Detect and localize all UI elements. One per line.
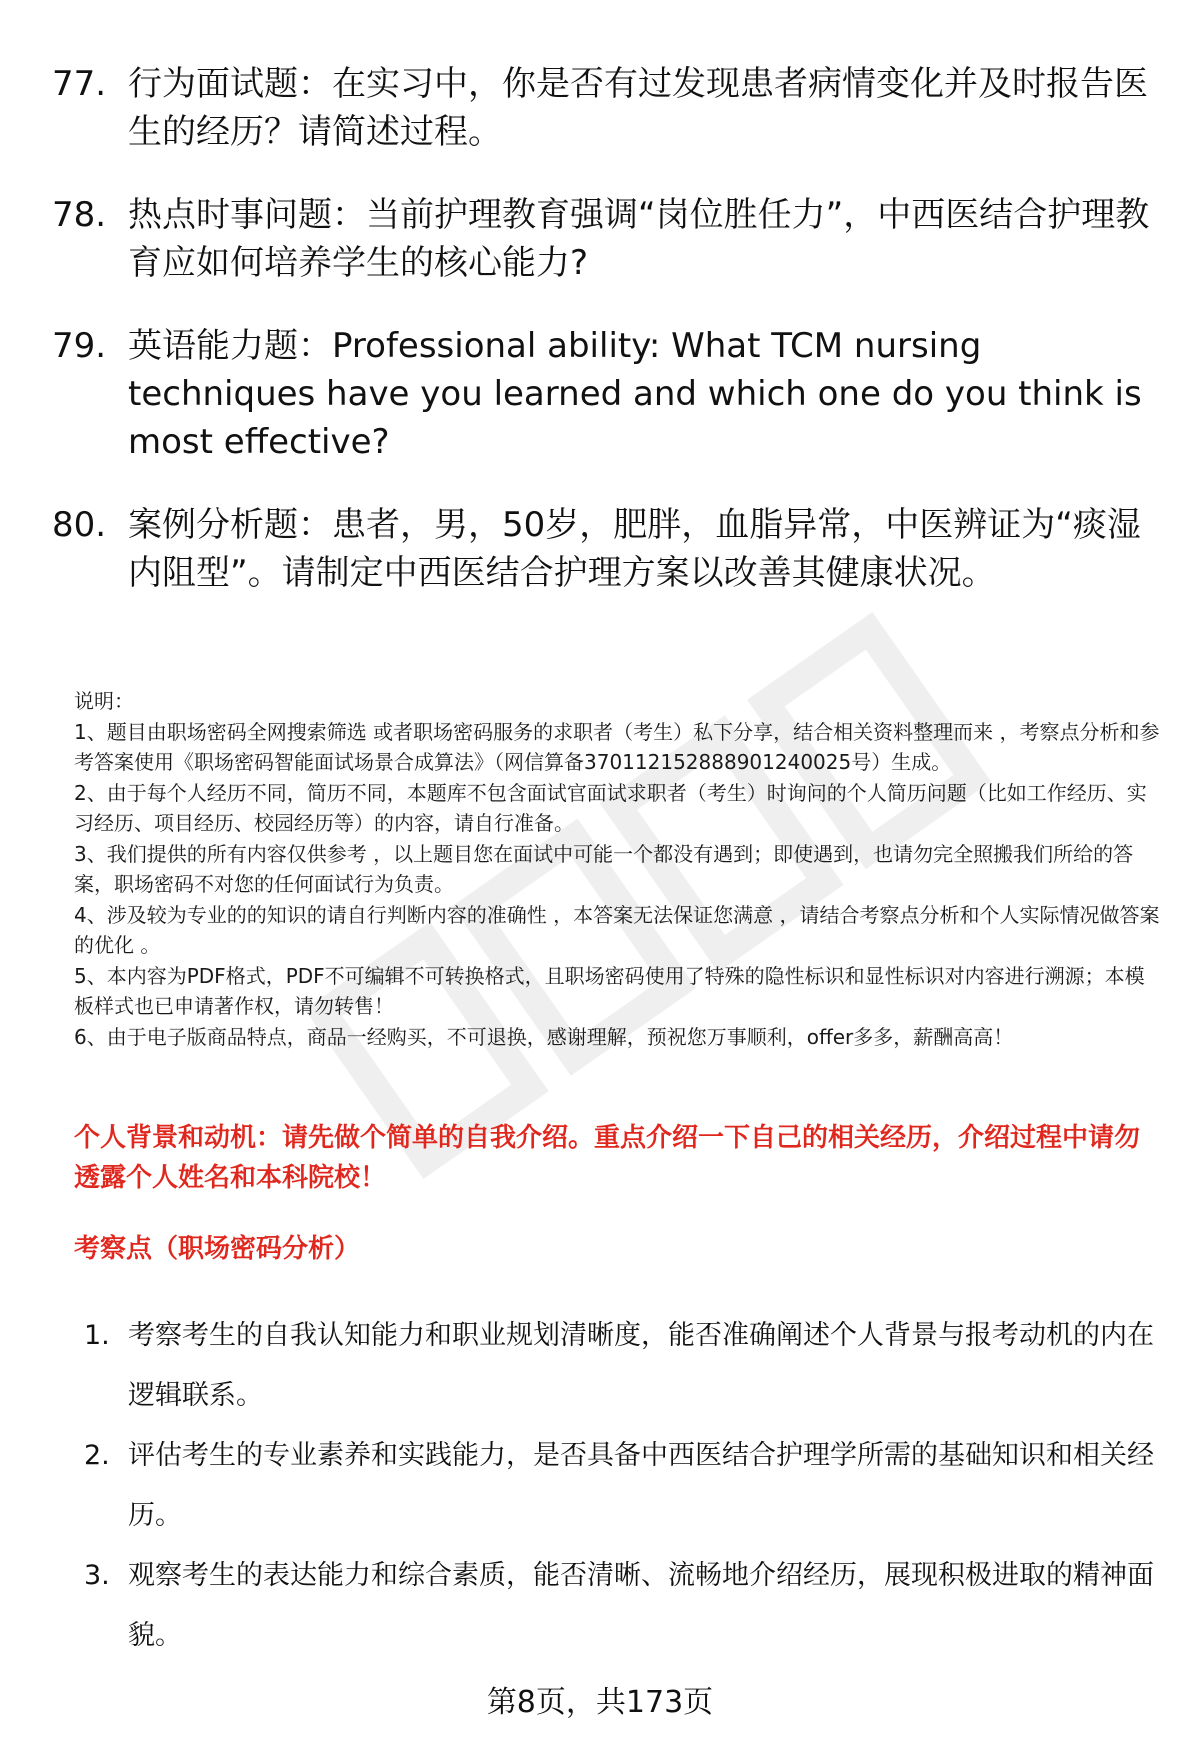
- question-text: 行为面试题：在实习中，你是否有过发现患者病情变化并及时报告医生的经历？请简述过程。: [128, 64, 1148, 152]
- points-title: 考察点（职场密码分析）: [74, 1234, 361, 1264]
- point-item: [84, 1546, 1164, 1666]
- point-number: 1.: [84, 1320, 110, 1351]
- notes-heading: 说明：: [74, 689, 134, 713]
- note-item: 3、我们提供的所有内容仅供参考 ，以上题目您在面试中可能一个都没有遇到；即使遇到，也请勿完全照搬我们所给的答案，职场密码不对您的任何面试行为负责。: [74, 841, 1134, 896]
- point-number: 3.: [84, 1560, 110, 1591]
- question-item: [52, 60, 1162, 156]
- question-list: [52, 60, 1162, 632]
- question-number: 78.: [52, 195, 107, 235]
- point-text: 评估考生的专业素养和实践能力，是否具备中西医结合护理学所需的基础知识和相关经历。: [128, 1440, 1154, 1531]
- question-item: [52, 191, 1162, 287]
- points-list: [84, 1306, 1164, 1666]
- section-title: 个人背景和动机：请先做个简单的自我介绍。重点介绍一下自己的相关经历，介绍过程中请勿透露个人姓名和本科院校！: [74, 1123, 1141, 1193]
- question-text: 英语能力题：Professional ability: What TCM nursing techniques have you learned and which one do you think is most effective?: [128, 326, 1142, 462]
- question-number: 80.: [52, 505, 107, 545]
- notes-block: [74, 686, 1164, 1052]
- page-number: 第8页，共173页: [486, 1685, 714, 1720]
- question-number: 79.: [52, 326, 107, 366]
- question-item: [52, 322, 1162, 466]
- point-number: 2.: [84, 1440, 110, 1471]
- question-item: [52, 501, 1162, 597]
- point-item: [84, 1426, 1164, 1546]
- note-item: 6、由于电子版商品特点，商品一经购买，不可退换，感谢理解，预祝您万事顺利，offer多多，薪酬高高！: [74, 1024, 1014, 1049]
- question-text: 案例分析题：患者，男，50岁，肥胖，血脂异常，中医辨证为“痰湿内阻型”。请制定中西医结合护理方案以改善其健康状况。: [128, 505, 1141, 593]
- note-item: 5、本内容为PDF格式，PDF不可编辑不可转换格式，且职场密码使用了特殊的隐性标识和显性标识对内容进行溯源；本模板样式也已申请著作权，请勿转售！: [74, 963, 1145, 1018]
- point-item: [84, 1306, 1164, 1426]
- question-number: 77.: [52, 64, 107, 104]
- note-item: 1、题目由职场密码全网搜索筛选 或者职场密码服务的求职者（考生）私下分享，结合相关资料整理而来 ，考察点分析和参考答案使用《职场密码智能面试场景合成算法》（网信算备370112152888901240025号）生成。: [74, 719, 1160, 774]
- note-item: 2、由于每个人经历不同，简历不同，本题库不包含面试官面试求职者（考生）时询问的个人简历问题（比如工作经历、实习经历、项目经历、校园经历等）的内容，请自行准备。: [74, 780, 1147, 835]
- point-text: 观察考生的表达能力和综合素质，能否清晰、流畅地介绍经历，展现积极进取的精神面貌。: [128, 1560, 1154, 1651]
- question-text: 热点时事问题：当前护理教育强调“岗位胜任力”，中西医结合护理教育应如何培养学生的核心能力?: [128, 195, 1150, 283]
- note-item: 4、涉及较为专业的的知识的请自行判断内容的准确性 ，本答案无法保证您满意 ，请结合考察点分析和个人实际情况做答案的优化 。: [74, 902, 1160, 957]
- point-text: 考察考生的自我认知能力和职业规划清晰度，能否准确阐述个人背景与报考动机的内在逻辑联系。: [128, 1320, 1154, 1411]
